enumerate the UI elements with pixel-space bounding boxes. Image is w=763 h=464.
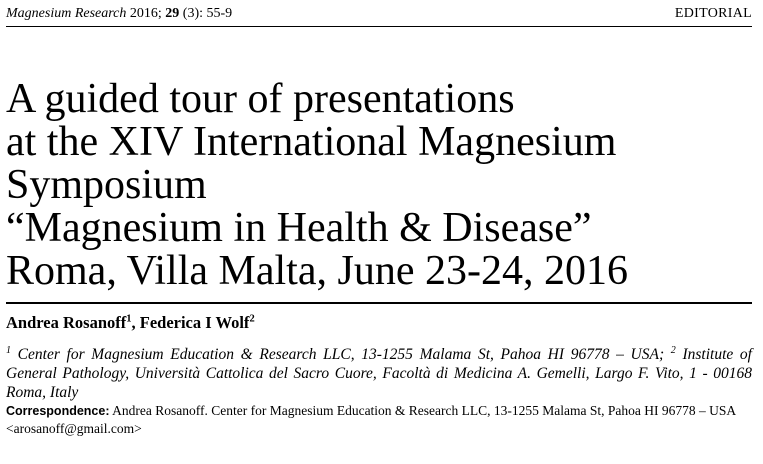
affiliations bbox=[6, 341, 752, 402]
article-title bbox=[6, 78, 758, 293]
author-affiliation-marker: 1 bbox=[126, 313, 132, 325]
author-affiliation-marker: 2 bbox=[249, 313, 255, 325]
author-separator: , bbox=[131, 313, 140, 332]
affiliation-text: Center for Magnesium Education & Research LLC, 13-1255 Malama St, Pahoa HI 96778 – USA; bbox=[11, 346, 671, 364]
title-line: Roma, Villa Malta, June 23-24, 2016 bbox=[6, 248, 628, 294]
journal-name: Magnesium Research bbox=[6, 6, 127, 21]
header-rule bbox=[6, 26, 752, 27]
author-name: Federica I Wolf bbox=[139, 313, 250, 332]
volume-number: 29 bbox=[165, 6, 180, 21]
affiliation-marker: 2 bbox=[670, 345, 676, 356]
title-line: “Magnesium in Health & Disease” bbox=[6, 205, 592, 251]
title-line: at the XIV International Magnesium bbox=[6, 119, 617, 165]
author-name: Andrea Rosanoff bbox=[6, 313, 127, 332]
running-header bbox=[6, 6, 752, 24]
issue-pages: (3): 55-9 bbox=[179, 6, 233, 21]
title-line: Symposium bbox=[6, 162, 207, 208]
citation-year: 2016; bbox=[126, 6, 166, 21]
title-line: A guided tour of presentations bbox=[6, 76, 515, 122]
affiliation-marker: 1 bbox=[6, 345, 11, 356]
title-rule bbox=[6, 302, 752, 304]
section-label: EDITORIAL bbox=[674, 6, 752, 21]
correspondence bbox=[6, 402, 752, 438]
affiliation-text: Institute of General Pathology, Università Cattolica del Sacro Cuore, Facoltà di Medicina A. Gemelli, Largo F. Vito, 1 - 00168 Roma, Italy bbox=[6, 346, 752, 402]
correspondence-text: Andrea Rosanoff. Center for Magnesium Education & Research LLC, 13-1255 Malama St, Pahoa HI 96778 – USA bbox=[109, 403, 737, 418]
author-list bbox=[6, 313, 255, 333]
citation bbox=[6, 6, 232, 22]
correspondence-email[interactable]: <arosanoff@gmail.com> bbox=[6, 421, 142, 436]
correspondence-label: Correspondence: bbox=[6, 404, 110, 418]
